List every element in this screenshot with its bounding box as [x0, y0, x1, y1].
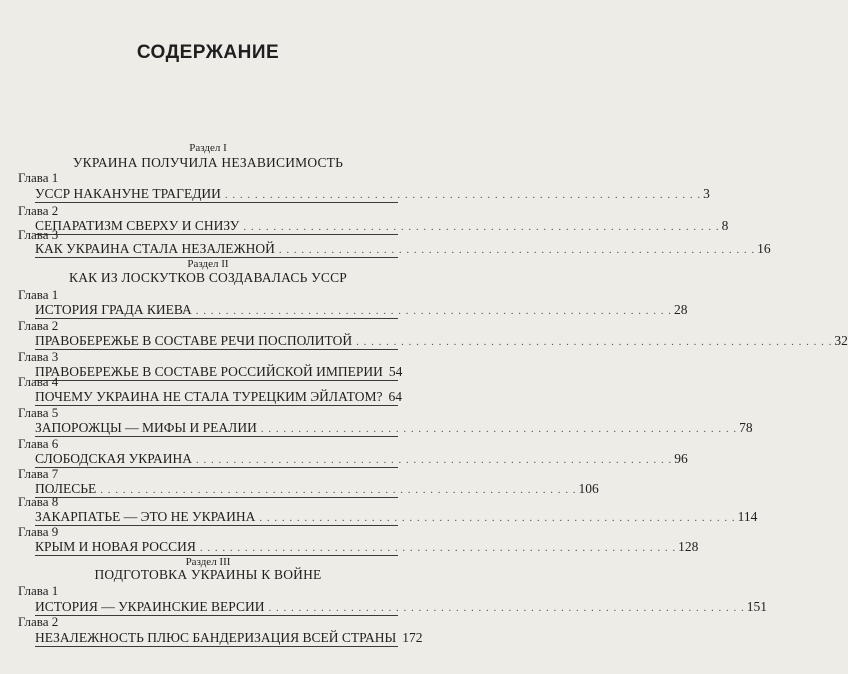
- chapter-label: Глава 8: [18, 494, 59, 509]
- toc-entry[interactable]: [35, 419, 753, 437]
- chapter-label: Глава 4: [18, 374, 59, 389]
- entry-page: 78: [739, 420, 753, 435]
- chapter-label: Глава 9: [18, 524, 59, 539]
- entry-title: КРЫМ И НОВАЯ РОССИЯ: [35, 539, 196, 554]
- entry-page: 172: [402, 630, 423, 645]
- entry-title: ИСТОРИЯ — УКРАИНСКИЕ ВЕРСИИ: [35, 599, 265, 614]
- entry-title: ПОЧЕМУ УКРАИНА НЕ СТАЛА ТУРЕЦКИМ ЭЙЛАТОМ?: [35, 389, 383, 404]
- entry-title: ЗАПОРОЖЦЫ — МИФЫ И РЕАЛИИ: [35, 420, 257, 435]
- chapter-label: Глава 5: [18, 405, 59, 420]
- section-3-title: ПОДГОТОВКА УКРАИНЫ К ВОЙНЕ: [94, 567, 322, 582]
- entry-title: ИСТОРИЯ ГРАДА КИЕВА: [35, 302, 192, 317]
- entry-title: УССР НАКАНУНЕ ТРАГЕДИИ: [35, 186, 221, 201]
- entry-page: 128: [678, 539, 699, 554]
- entry-page: 28: [674, 302, 688, 317]
- entry-title: СЕПАРАТИЗМ СВЕРХУ И СНИЗУ: [35, 218, 240, 233]
- entry-page: 8: [721, 218, 729, 233]
- entry-title: ЗАКАРПАТЬЕ — ЭТО НЕ УКРАИНА: [35, 509, 256, 524]
- entry-page: 64: [388, 389, 402, 404]
- chapter-label: Глава 1: [18, 287, 59, 302]
- toc-entry[interactable]: [35, 538, 699, 556]
- entry-page: 54: [388, 364, 403, 379]
- chapter-label: Глава 2: [18, 203, 59, 218]
- entry-title: КАК УКРАИНА СТАЛА НЕЗАЛЕЖНОЙ: [35, 241, 275, 256]
- entry-page: 151: [746, 599, 767, 614]
- toc-entry[interactable]: [35, 332, 848, 350]
- entry-page: 3: [703, 186, 710, 201]
- chapter-label: Глава 2: [18, 614, 59, 629]
- section-3-label: Раздел III: [185, 556, 231, 568]
- entry-title: ПРАВОБЕРЕЖЬЕ В СОСТАВЕ РЕЧИ ПОСПОЛИТОЙ: [35, 333, 353, 348]
- chapter-label: Глава 1: [18, 583, 59, 598]
- section-1-label: Раздел I: [189, 142, 227, 154]
- entry-page: 16: [757, 241, 771, 256]
- chapter-label: Глава 2: [18, 318, 59, 333]
- entry-title: ПРАВОБЕРЕЖЬЕ В СОСТАВЕ РОССИЙСКОЙ ИМПЕРИИ: [35, 364, 383, 379]
- toc-entry[interactable]: [35, 629, 423, 647]
- entry-title: НЕЗАЛЕЖНОСТЬ ПЛЮС БАНДЕРИЗАЦИЯ ВСЕЙ СТРАНЫ: [35, 630, 397, 645]
- toc-entry[interactable]: [35, 388, 402, 406]
- entry-page: 96: [674, 451, 688, 466]
- entry-title: ПОЛЕСЬЕ: [35, 481, 97, 496]
- page-title: СОДЕРЖАНИЕ: [136, 42, 280, 63]
- entry-title: СЛОБОДСКАЯ УКРАИНА: [35, 451, 192, 466]
- section-1-title: УКРАИНА ПОЛУЧИЛА НЕЗАВИСИМОСТЬ: [72, 155, 344, 170]
- toc-entry[interactable]: [35, 240, 771, 258]
- toc-entry[interactable]: [35, 185, 710, 203]
- chapter-label: Глава 3: [18, 227, 59, 242]
- entry-page: 32: [834, 333, 848, 348]
- toc-entry[interactable]: [35, 301, 688, 319]
- chapter-label: Глава 7: [18, 466, 59, 481]
- section-2-label: Раздел II: [187, 258, 229, 270]
- entry-page: 114: [737, 509, 758, 524]
- chapter-label: Глава 6: [18, 436, 59, 451]
- section-2-title: КАК ИЗ ЛОСКУТКОВ СОЗДАВАЛАСЬ УССР: [68, 270, 348, 285]
- chapter-label: Глава 1: [18, 170, 59, 185]
- entry-page: 106: [578, 481, 599, 496]
- chapter-label: Глава 3: [18, 349, 59, 364]
